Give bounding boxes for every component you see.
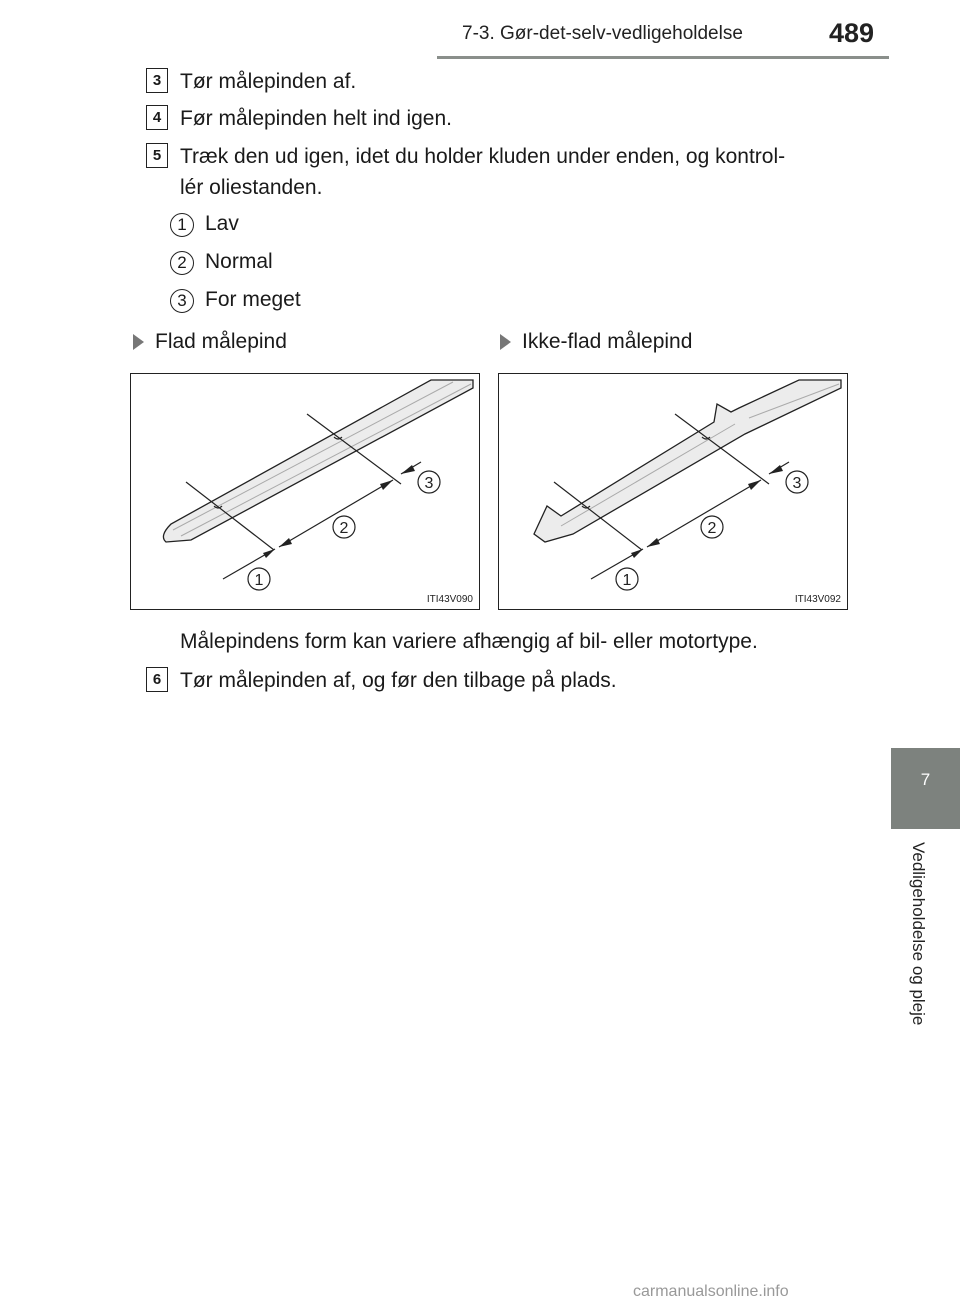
section-title: 7-3. Gør-det-selv-vedligeholdelse (462, 23, 743, 44)
watermark[interactable]: carmanualsonline.info (633, 1283, 789, 1300)
figure-1-callout-1: 1 (254, 572, 264, 589)
flat-dipstick-illustration (131, 374, 481, 611)
nonflat-dipstick-illustration (499, 374, 849, 611)
shape-note: Målepindens form kan variere afhængig af bil- eller motortype. (180, 630, 758, 653)
level-1-callout: 1 (170, 213, 194, 237)
figure-1-callout-2: 2 (339, 520, 349, 537)
chapter-tab: 7 (891, 748, 960, 829)
step-4-text: Før målepinden helt ind igen. (180, 107, 452, 130)
header-rule (437, 56, 889, 59)
step-3-number: 3 (146, 68, 168, 93)
level-2-label: Normal (205, 250, 273, 273)
step-5-text-line2: lér oliestanden. (180, 176, 323, 199)
figure-2-callout-1: 1 (622, 572, 632, 589)
chapter-title: Vedligeholdelse og pleje (909, 842, 928, 1026)
level-3-callout: 3 (170, 289, 194, 313)
figure-1-callout-3: 3 (424, 475, 434, 492)
level-1-label: Lav (205, 212, 239, 235)
step-4-number: 4 (146, 105, 168, 130)
figure-nonflat-dipstick (498, 373, 848, 610)
figure-2-callout-2: 2 (707, 520, 717, 537)
figure-1-title: Flad målepind (155, 330, 287, 353)
level-3-label: For meget (205, 288, 301, 311)
figure-2-title: Ikke-flad målepind (522, 330, 693, 353)
step-5-number: 5 (146, 143, 168, 168)
figure-1-id: ITI43V090 (426, 594, 473, 605)
step-6-number: 6 (146, 667, 168, 692)
page-number: 489 (829, 18, 875, 48)
step-5-text-line1: Træk den ud igen, idet du holder kluden under enden, og kontrol- (180, 145, 786, 168)
step-6-text: Tør målepinden af, og før den tilbage på plads. (180, 669, 617, 692)
bullet-triangle-icon (500, 334, 511, 350)
step-3-text: Tør målepinden af. (180, 70, 357, 93)
figure-2-callout-3: 3 (792, 475, 802, 492)
figure-2-id: ITI43V092 (794, 594, 841, 605)
bullet-triangle-icon (133, 334, 144, 350)
figure-flat-dipstick (130, 373, 480, 610)
level-2-callout: 2 (170, 251, 194, 275)
